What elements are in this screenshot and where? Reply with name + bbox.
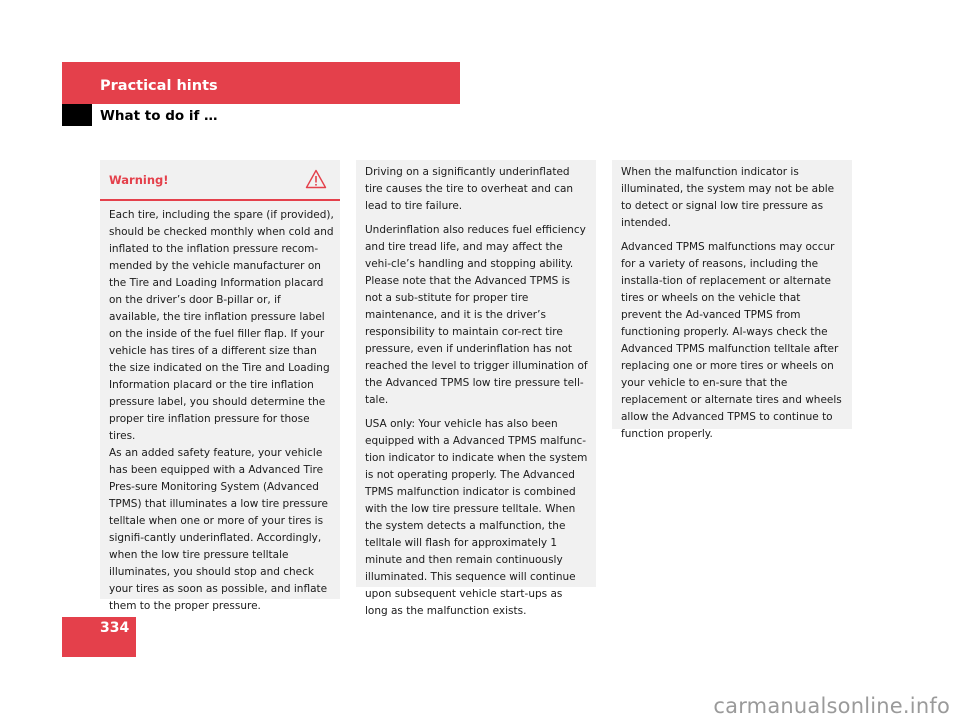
warning-paragraph: Each tire, including the spare (if provided), should be checked monthly when cold and inflated to the inflation pressure recom-mended by the vehicle manufacturer on the Tire and Loading Information placard on the driver’s door B-pillar or, if available, the tire inflation pressure label on the inside of the fuel filler flap. If your vehicle has tires of a different size than the size indicated on the Tire and Loading Information placard or the tire inflation pressure label, you should determine the proper tire inflation pressure for those tires.	[109, 209, 334, 442]
watermark: carmanualsonline.info	[713, 694, 950, 718]
text-column-middle	[356, 160, 596, 617]
section-tab-marker	[62, 104, 92, 126]
body-paragraph: Driving on a significantly underinflated tire causes the tire to overheat and can lead to tire failure.	[365, 166, 574, 212]
page-number: 334	[100, 620, 130, 636]
body-paragraph: USA only: Your vehicle has also been equipped with a Advanced TPMS malfunc-tion indicator to indicate when the system is not operating properly. The Advanced TPMS malfunction indicator is combined with the low tire pressure telltale. When the system detects a malfunction, the telltale will flash for approximately 1 minute and then remain continuously illuminated. This sequence will continue upon subsequent vehicle start-ups as long as the malfunction exists.	[365, 418, 588, 617]
warning-header	[100, 160, 340, 201]
warning-label: Warning!	[109, 173, 169, 187]
warning-paragraph: As an added safety feature, your vehicle has been equipped with a Advanced Tire Pres-sure Monitoring System (Advanced TPMS) that illuminates a low tire pressure telltale when one or more of your tires is signifi-cantly underinflated. Accordingly, when the low tire pressure telltale illuminates, you should stop and check your tires as soon as possible, and inflate them to the proper pressure.	[109, 447, 328, 612]
warning-triangle-icon	[305, 169, 327, 189]
section-title: Practical hints	[100, 78, 218, 94]
body-paragraph: Advanced TPMS malfunctions may occur for a variety of reasons, including the installa-tion of replacement or alternate tires or wheels on the vehicle that prevent the Ad-vanced TPMS from functioning properly. Al-ways check the Advanced TPMS malfunction telltale after replacing one or more tires or wheels on your vehicle to en-sure that the replacement or alternate tires and wheels allow the Advanced TPMS to continue to function properly.	[621, 241, 842, 440]
body-paragraph: When the malfunction indicator is illuminated, the system may not be able to detect or signal low tire pressure as intended.	[621, 166, 835, 229]
body-paragraph: Underinflation also reduces fuel efficiency and tire tread life, and may affect the vehi-cle’s handling and stopping ability. Please note that the Advanced TPMS is not a sub-stitute for proper tire maintenance, and it is the driver’s responsibility to maintain cor-rect tire pressure, even if underinflation has not reached the level to trigger illumination of the Advanced TPMS low tire pressure tell-tale.	[365, 224, 588, 406]
warning-body	[100, 201, 340, 615]
text-column-right	[612, 160, 852, 440]
page-subtitle: What to do if …	[100, 108, 218, 124]
warning-box	[100, 160, 340, 612]
